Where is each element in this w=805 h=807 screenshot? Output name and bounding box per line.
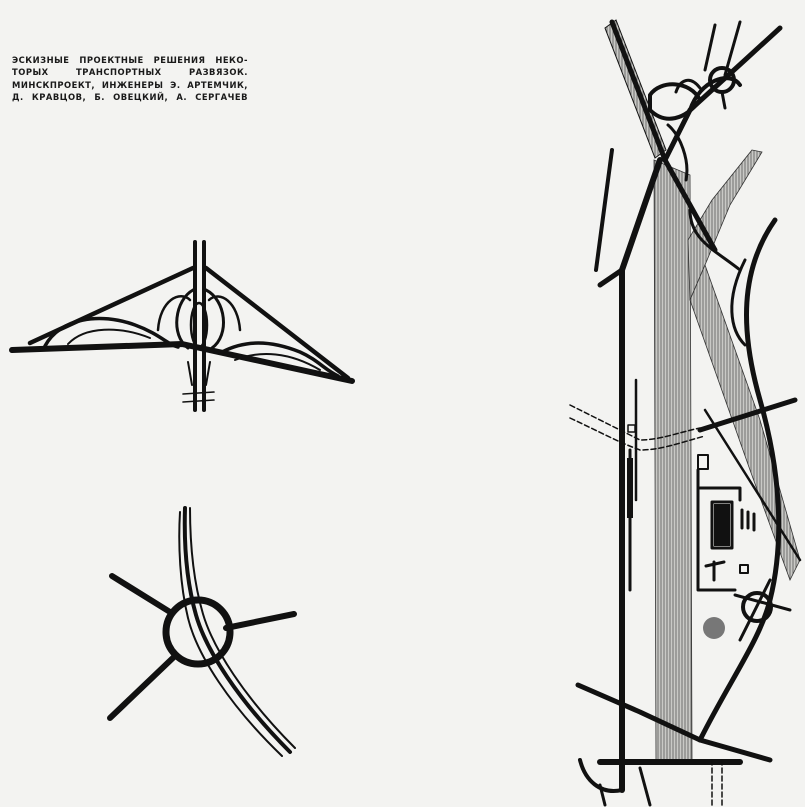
caption-line-3: МИНСКПРОЕКТ, ИНЖЕНЕРЫ Э. АРТЕМЧИК, <box>12 79 248 90</box>
corridor-plan <box>570 20 800 805</box>
triangle-interchange <box>12 242 352 410</box>
caption-line-1: ЭСКИЗНЫЕ ПРОЕКТНЫЕ РЕШЕНИЯ НЕКО- <box>12 55 248 65</box>
caption-line-2: ТОРЫХ ТРАНСПОРТНЫХ РАЗВЯЗОК. <box>12 67 248 78</box>
caption-line-4: Д. КРАВЦОВ, Б. ОВЕЦКИЙ, А. СЕРГАЧЕВ <box>12 91 248 102</box>
roundabout-interchange <box>110 508 295 756</box>
